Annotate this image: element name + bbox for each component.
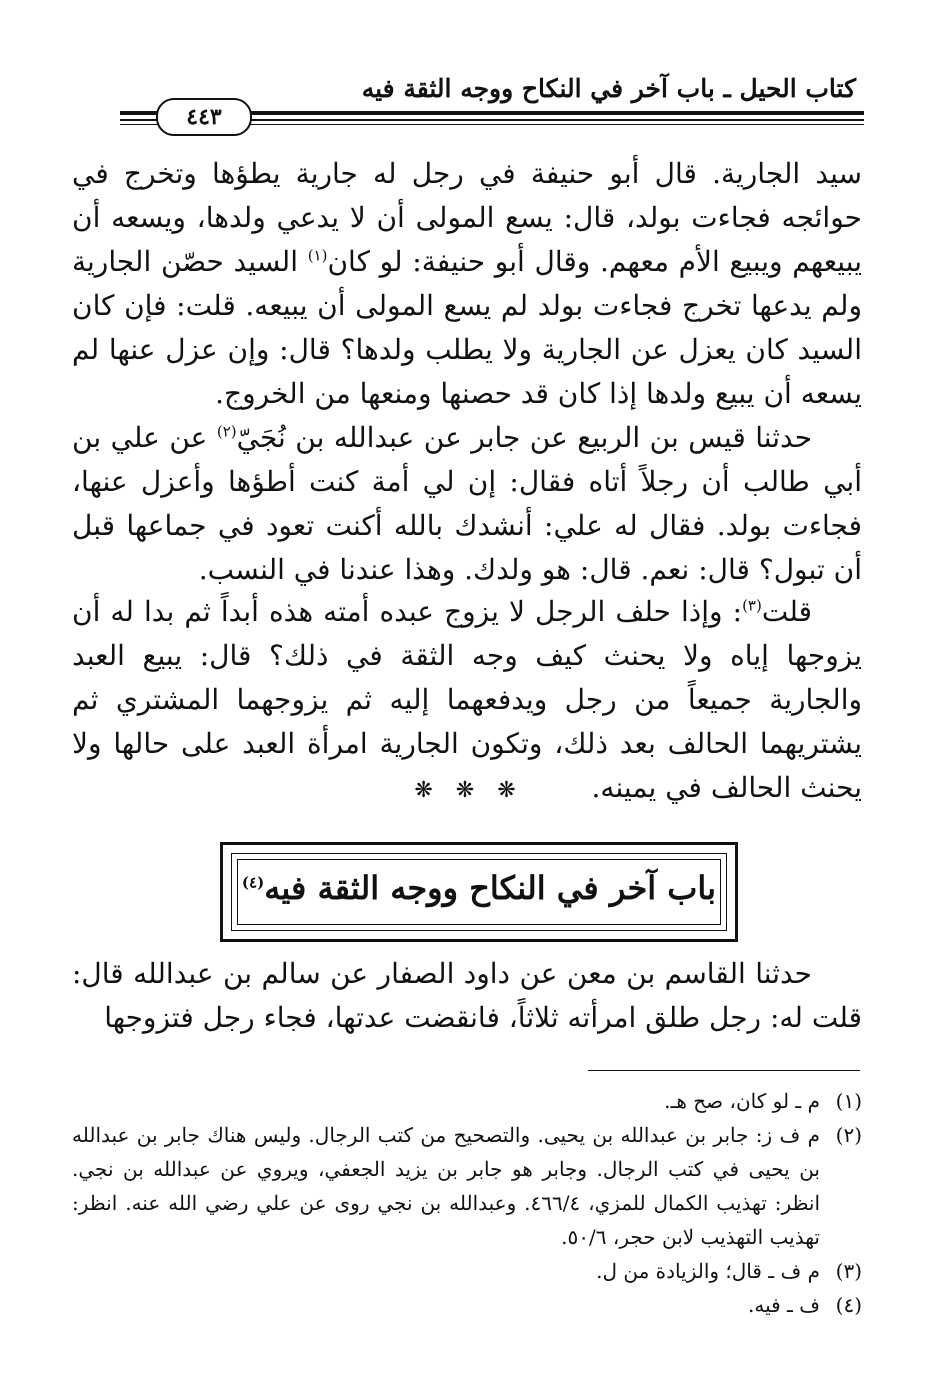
paragraph-text: سيد الجارية. قال أبو حنيفة في رجل له جارية يطؤها وتخرج في حوائجه فجاءت بولد، قال: يسع المولى أن لا يدعي ولدها، ويسعه أن يبيعهم ويبيع الأم معهم. وقال أبو حنيفة: لو كان	[72, 157, 862, 278]
footnote-number: (٤)	[835, 1293, 862, 1317]
paragraph: حدثنا القاسم بن معن عن داود الصفار عن سالم بن عبدالله قال: قلت له: رجل طلق امرأته ثلاثاً، فانقضت عدتها، فجاء رجل فتزوجها	[72, 957, 862, 1034]
footnote-ref: (٣)	[742, 596, 762, 615]
footnote-number: (١)	[835, 1089, 862, 1113]
footnote-number: (٣)	[835, 1259, 862, 1283]
footnote-divider	[588, 1070, 860, 1071]
paragraph-text: : وإذا حلف الرجل لا يزوج عبده أمته هذه أبداً ثم بدا له أن يزوجها إياه ولا يحنث كيف وجه الثقة في ذلك؟ قال: يبيع العبد والجارية جميعاً من رجل ويدفعهما إليه ثم يزوجهما المشتري ثم يشتريهما الحالف بعد ذلك، وتكون الجارية امرأة العبد على حالها ولا يحنث الحالف في يمينه.	[72, 595, 862, 804]
page-number: ٤٤٣	[156, 98, 252, 136]
running-title: كتاب الحيل ـ باب آخر في النكاح ووجه الثقة فيه	[361, 74, 856, 103]
footnote	[72, 1118, 862, 1254]
section-separator: ❋ ❋ ❋	[414, 778, 524, 803]
footnote-text: م ـ لو كان، صح هـ.	[664, 1089, 820, 1113]
footnote-text: م ف ز: جابر بن عبدالله بن يحيى. والتصحيح من كتب الرجال. وليس هناك جابر بن عبدالله بن يحيى في كتب الرجال. وجابر هو جابر بن يزيد الجعفي، ويروي عن عبدالله بن نجي. انظر: تهذيب الكمال للمزي، ٤٦٦/٤. وعبدالله بن نجي روى عن علي رضي الله عنه. انظر: تهذيب التهذيب لابن حجر، ٥٠/٦.	[72, 1123, 821, 1249]
paragraph-text: حدثنا قيس بن الربيع عن جابر عن عبدالله بن نُجَيّ	[236, 421, 812, 454]
chapter-heading	[223, 869, 735, 907]
footnote	[72, 1254, 862, 1288]
footnote-ref: (١)	[307, 246, 328, 265]
paragraph	[72, 590, 862, 810]
footnotes	[72, 1084, 862, 1322]
paragraph	[72, 416, 862, 592]
chapter-heading-frame	[220, 842, 738, 942]
footnote-ref: (٤)	[241, 873, 265, 892]
paragraph	[72, 152, 862, 416]
paragraph-text: عن علي بن أبي طالب أن رجلاً أتاه فقال: إن لي أمة كنت أطؤها وأعزل عنها، فجاءت بولد. فقال له علي: أنشدك بالله أكنت تعود في جماعها قبل أن تبول؟ قال: نعم. قال: هو ولدك. وهذا عندنا في النسب.	[72, 421, 862, 586]
paragraph-text: قلت	[761, 595, 812, 628]
footnote-number: (٢)	[835, 1123, 862, 1147]
chapter-heading-text: باب آخر في النكاح ووجه الثقة فيه	[264, 869, 717, 907]
footnote-text: ف ـ فيه.	[748, 1293, 820, 1317]
footnote	[72, 1084, 862, 1118]
footnote-ref: (٢)	[216, 422, 237, 441]
paragraph-text: السيد حصّن الجارية ولم يدعها تخرج فجاءت بولد لم يسع المولى أن يبيعه. قلت: فإن كان السيد كان يعزل عن الجارية ولا يطلب ولدها؟ قال: وإن عزل عنها لم يسعه أن يبيع ولدها إذا كان قد حصنها ومنعها من الخروج.	[72, 245, 862, 410]
footnote-text: م ف ـ قال؛ والزيادة من ل.	[596, 1259, 820, 1283]
footnote	[72, 1288, 862, 1322]
